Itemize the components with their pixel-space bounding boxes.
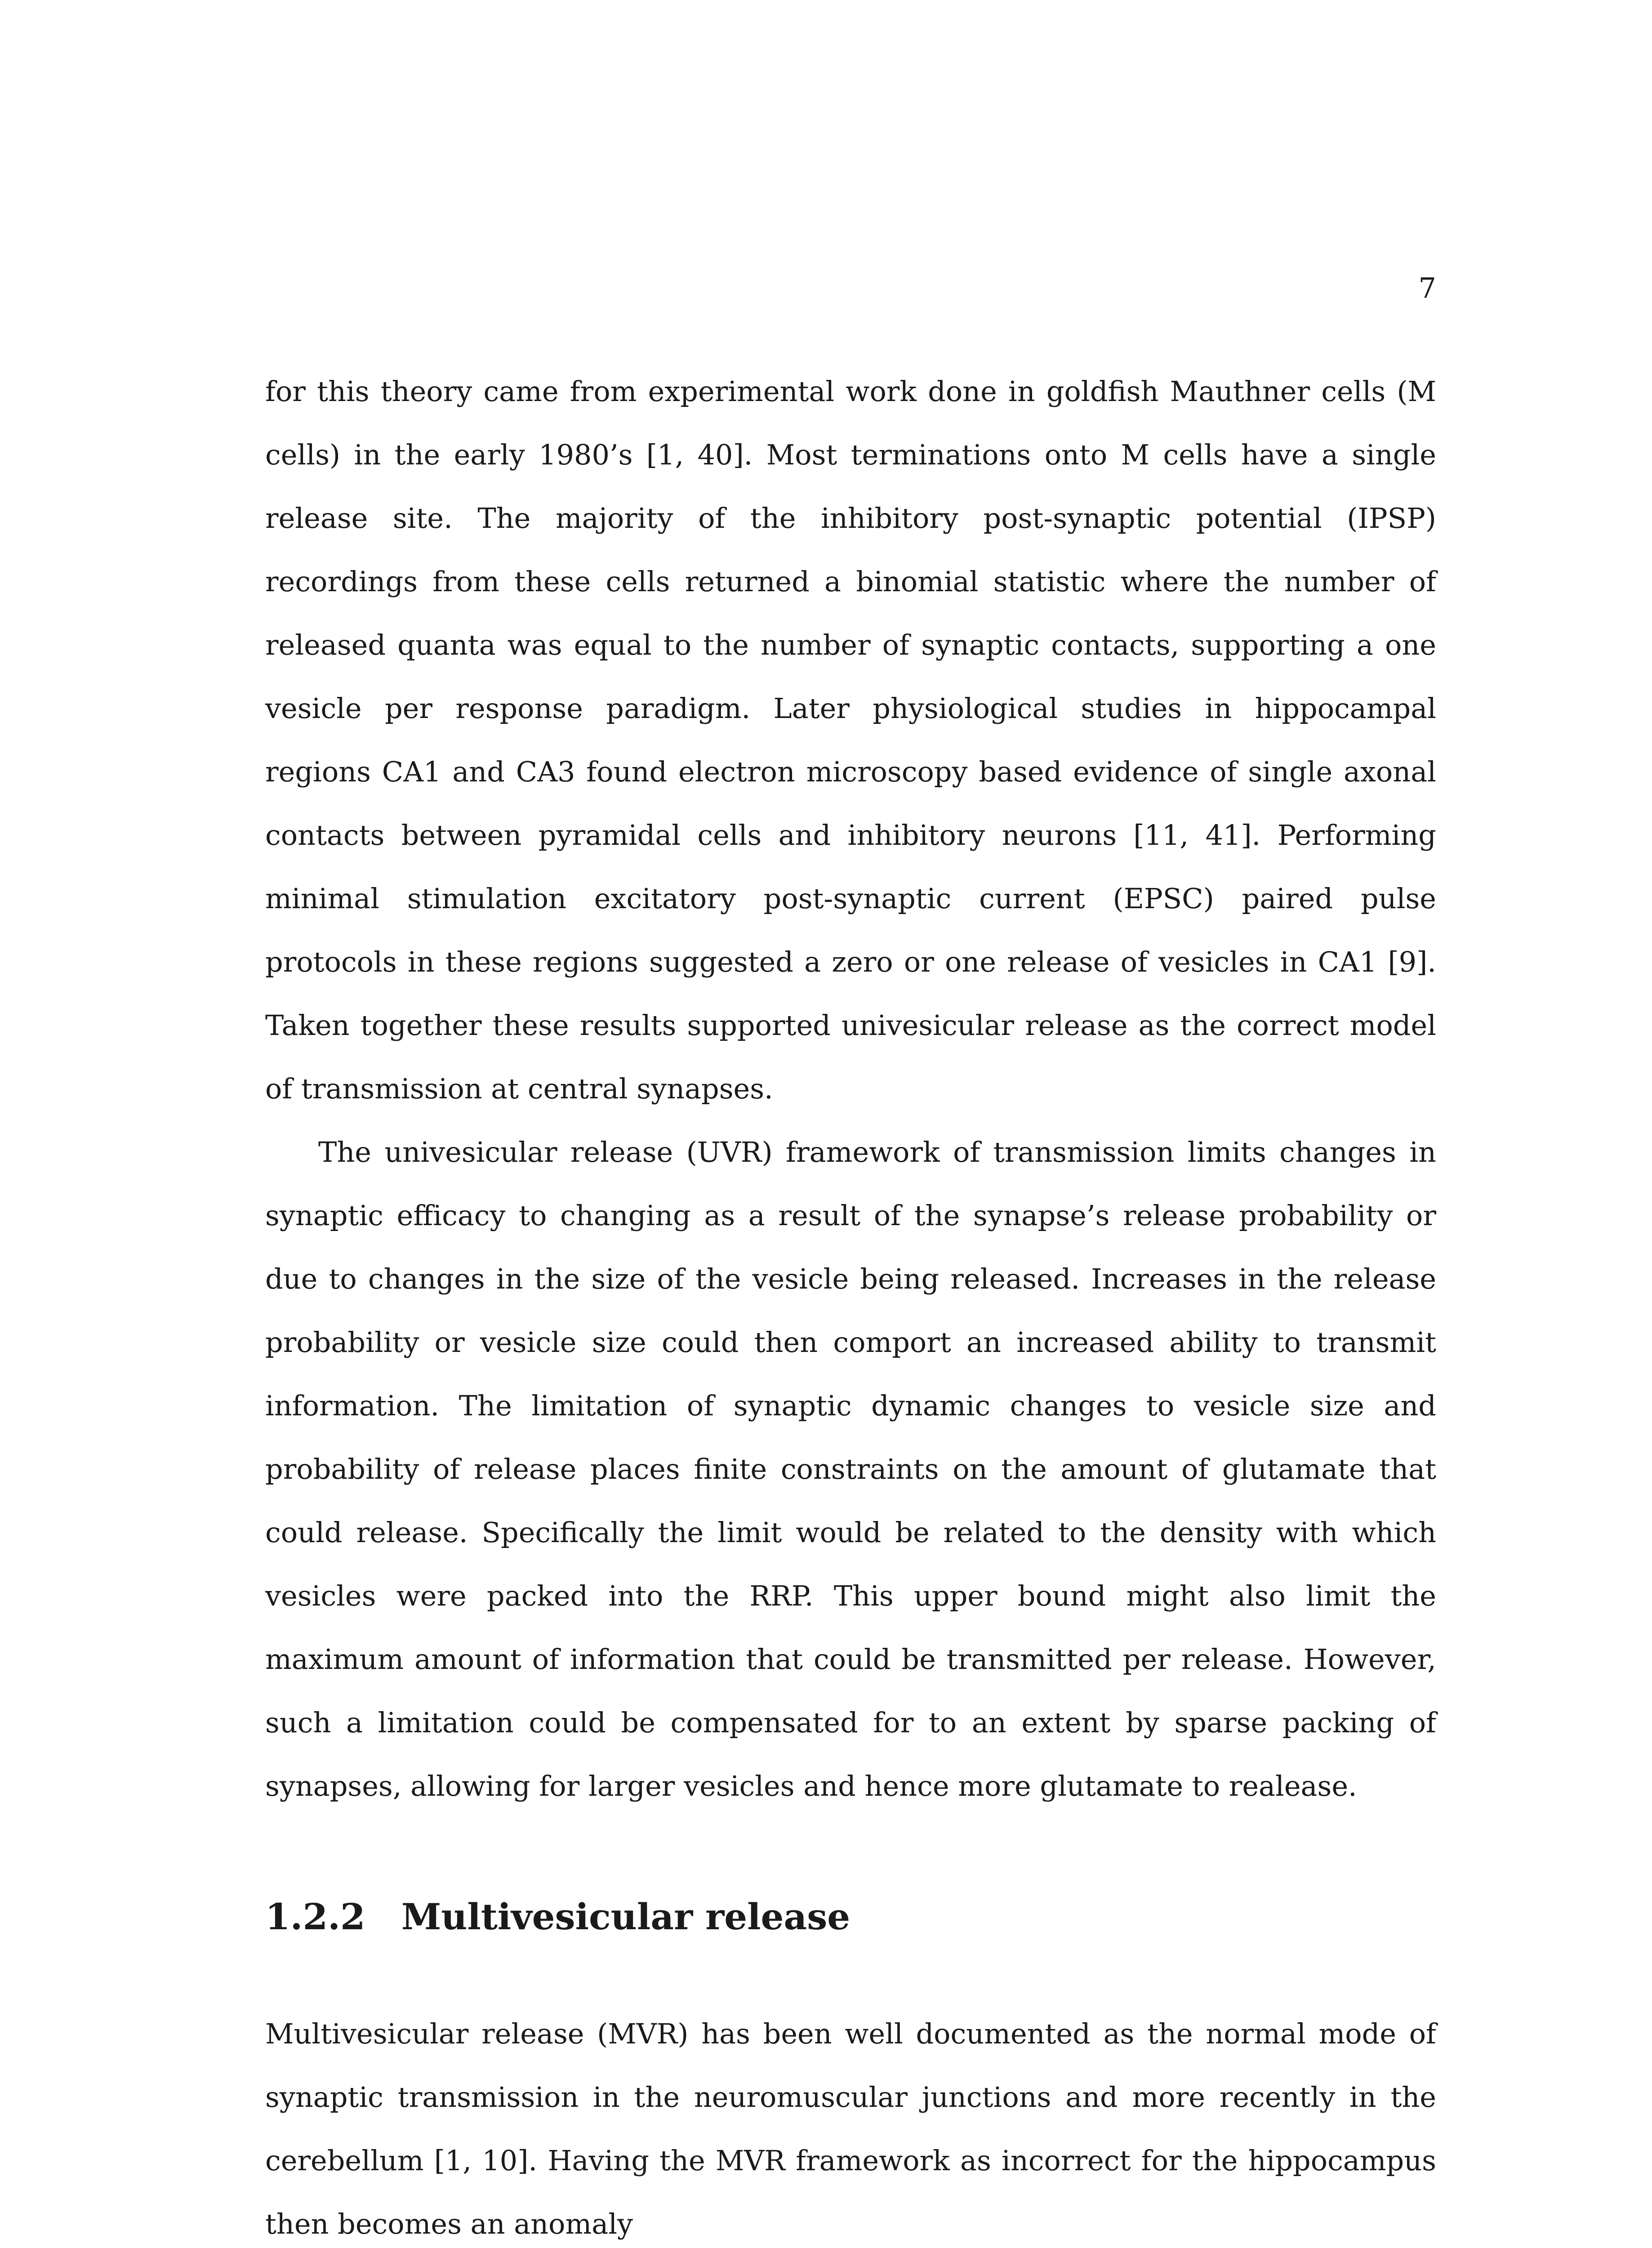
paragraph-evidence: for this theory came from experimental work done in goldfish Mauthner cells (M cells) in the early 1980’s [1, 40]. Most terminations onto M cells have a single release site. The majority of the inhibitory post-synaptic potential (IPSP) recordings from these cells returned a binomial statistic where the number of released quanta was equal to the number of synaptic contacts, supporting a one vesicle per response paradigm. Later physiological studies in hippocampal regions CA1 and CA3 found electron microscopy based evidence of single axonal contacts between pyramidal cells and inhibitory neurons [11, 41]. Performing minimal stimulation excitatory post-synaptic current (EPSC) paired pulse protocols in these regions suggested a zero or one release of vesicles in CA1 [9]. Taken together these results supported univesicular release as the correct model of transmission at central synapses. [265,375,1436,1105]
section-number: 1.2.2 [265,1896,365,1938]
page-number: 7 [1418,272,1436,304]
section-title: Multivesicular release [401,1896,850,1938]
paragraph-uvr-framework: The univesicular release (UVR) framework of transmission limits changes in synaptic efficacy to changing as a result of the synapse’s release probability or due to changes in the size of the vesicle being released. Increases in the release probability or vesicle size could then comport an increased ability to transmit information. The limitation of synaptic dynamic changes to vesicle size and probability of release places finite constraints on the amount of glutamate that could release. Specifically the limit would be related to the density with which vesicles were packed into the RRP. This upper bound might also limit the maximum amount of information that could be transmitted per release. However, such a limitation could be compensated for to an extent by sparse packing of synapses, allowing for larger vesicles and hence more glutamate to realease. [265,1136,1436,1802]
body-text [265,360,1436,2248]
section-heading [265,1896,1436,1938]
paragraph-mvr: Multivesicular release (MVR) has been well documented as the normal mode of synaptic transmission in the neuromuscular junctions and more recently in the cerebellum [1, 10]. Having the MVR framework as incorrect for the hippocampus then becomes an anomaly [265,2017,1436,2240]
